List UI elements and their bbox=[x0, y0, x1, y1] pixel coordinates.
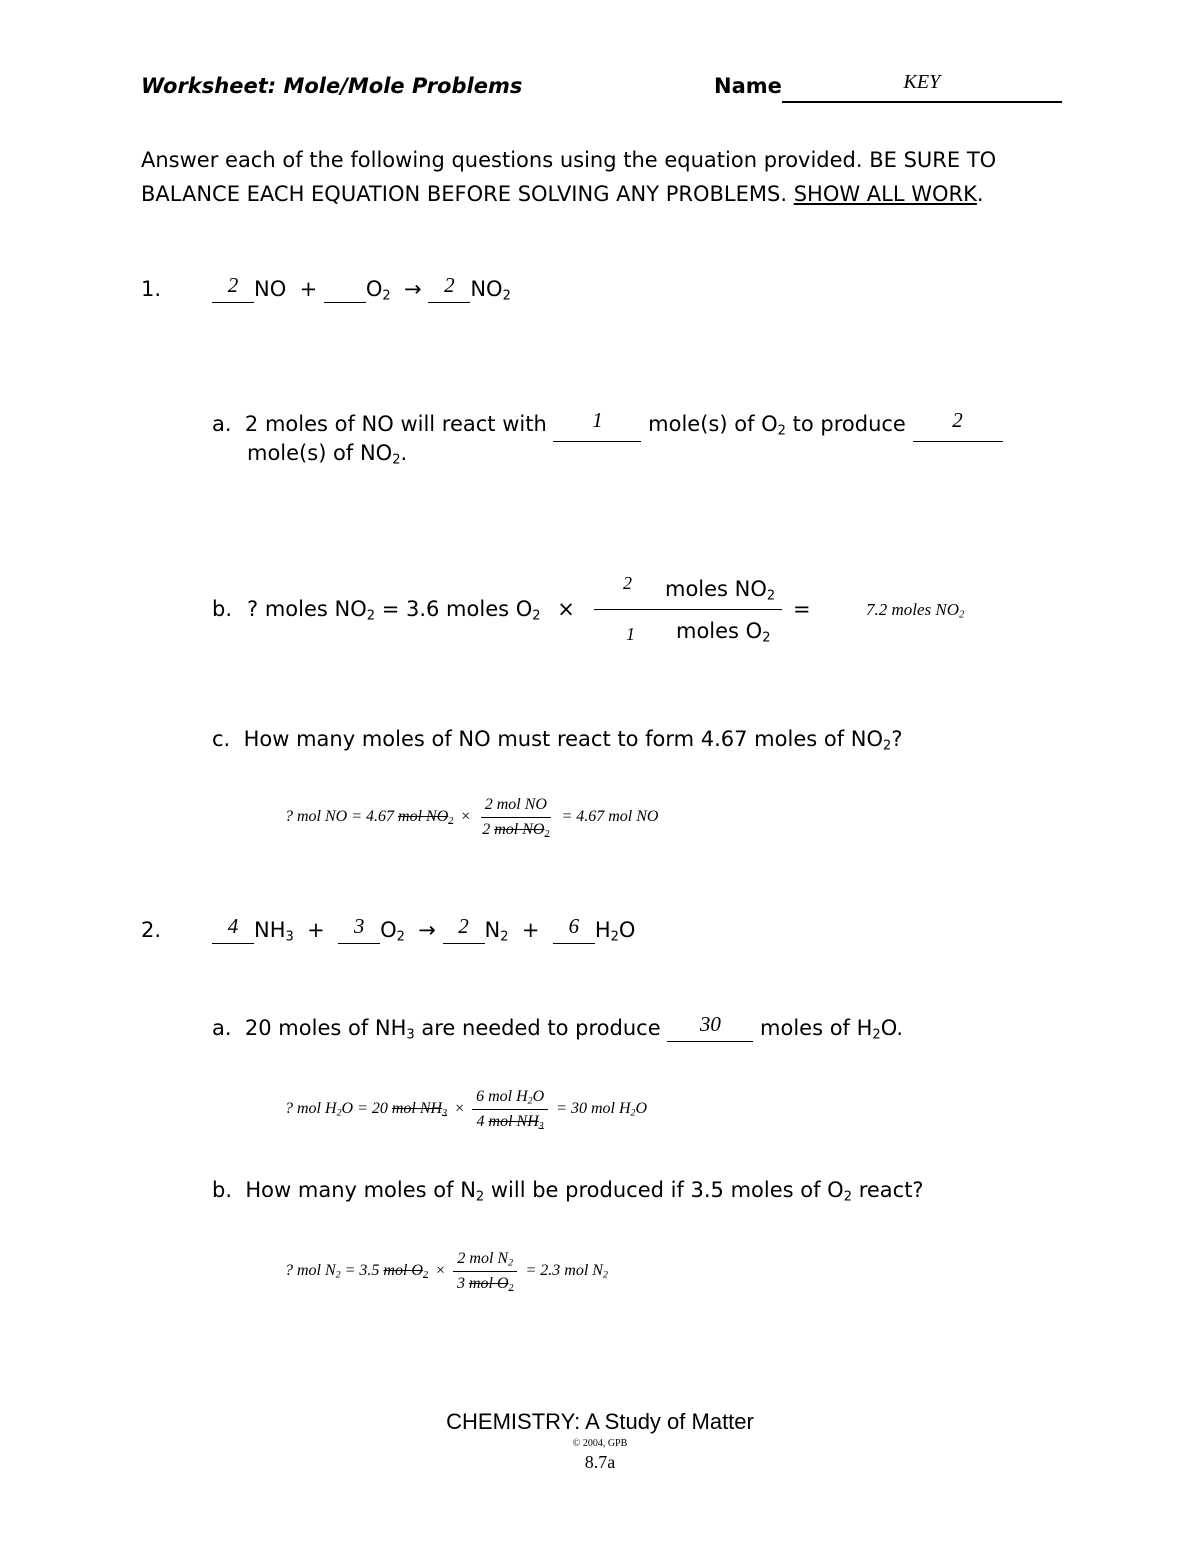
instructions-text: Answer each of the following questions using the equation provided. BE SURE TO BALANCE EACH EQUATION BEFORE SOLVING ANY PROBLEMS. bbox=[141, 148, 997, 206]
problem1b-label: b. bbox=[212, 597, 233, 621]
blank-coef-o2-2: 3 bbox=[338, 918, 380, 944]
footer-copyright: © 2004, GPB bbox=[572, 1438, 628, 1449]
footer-book: CHEMISTRY: A Study of Matter bbox=[446, 1409, 754, 1434]
problem1a-line2: mole(s) of $NO_2$. bbox=[247, 441, 408, 468]
problem2a-work: ? mol $H_2O = 20$ mol $NH_3$ × $\frac{6 mol H_2O}{4 mol NH_3}$ = 30 mol $H_2O$ bbox=[285, 1088, 648, 1132]
blank-coef-o2 bbox=[324, 277, 366, 303]
blank-coef-h2o: 6 bbox=[553, 918, 595, 944]
problem1b-den-coef: 1 bbox=[626, 624, 635, 644]
blank-coef-n2: 2 bbox=[443, 918, 485, 944]
problem2b-question: b. How many moles of $N_2$ will be produced if 3.5 moles of $O_2$ react? bbox=[212, 1178, 924, 1205]
problem1c-question: c. How many moles of NO must react to form 4.67 moles of $NO_2$? bbox=[212, 727, 903, 754]
problem2-equation: 4 $NH_3 + 3$ $O_2 \to 2$ $N_2 + 6$ $H_2O$ bbox=[212, 918, 635, 944]
problem1b-equals: = bbox=[793, 597, 811, 621]
name-label: Name bbox=[714, 74, 782, 98]
problem1b-fraction-line bbox=[594, 609, 782, 610]
problem1b-lhs: ? moles $NO_2 = 3.6$ moles $O_2$ × bbox=[247, 597, 575, 624]
blank-coef-no: 2 bbox=[212, 277, 254, 303]
problem1c-work: ? mol NO = 4.67 mol $NO_2$ × $\frac{\text{2 mol NO}}{2 mol NO_2}$ = 4.67 mol NO bbox=[285, 796, 659, 840]
problem1-equation: 2 NO + $O_2 \to 2$ $NO_2$ bbox=[212, 277, 511, 303]
cancelled-unit: mol $NO_2$ bbox=[398, 808, 454, 827]
blank-coef-no2: 2 bbox=[428, 277, 470, 303]
blank-coef-nh3: 4 bbox=[212, 918, 254, 944]
name-value: KEY bbox=[903, 71, 941, 93]
problem1b-num-text: moles $NO_2$ bbox=[665, 577, 776, 604]
problem1a-answer2: 2 bbox=[913, 407, 1003, 442]
problem1a-text3: to produce bbox=[792, 412, 906, 436]
problem1-number: 1. bbox=[141, 277, 162, 301]
worksheet-title: Worksheet: Mole/Mole Problems bbox=[141, 74, 523, 98]
problem1a: a. 2 moles of NO will react with 1 mole(s) of $O_2$ to produce 2 bbox=[212, 407, 1003, 442]
problem1b-num-coef: 2 bbox=[623, 573, 632, 593]
instructions bbox=[141, 143, 1041, 211]
name-line bbox=[782, 71, 1062, 103]
problem1c-fraction: $\frac{\text{2 mol NO}}{2 mol NO_2}$ bbox=[482, 796, 550, 840]
problem2b-work: ? mol $N_2 = 3.5$ mol $O_2$ × $\frac{2 mol N_2}{3 mol O_2}$ = 2.3 mol $N_2$ bbox=[285, 1250, 608, 1294]
problem1a-answer1: 1 bbox=[553, 407, 641, 442]
problem2a-answer: 30 bbox=[667, 1016, 753, 1042]
times-sign: × bbox=[557, 597, 575, 621]
name-field bbox=[714, 71, 1062, 101]
problem1a-text2: mole(s) of O bbox=[648, 412, 778, 436]
problem2a: a. 20 moles of $NH_3$ are needed to produce 30 moles of $H_2O$. bbox=[212, 1012, 904, 1043]
problem1a-text1: 2 moles of NO will react with bbox=[244, 412, 547, 436]
problem1b-answer: 7.2 moles $NO_2$ bbox=[866, 600, 965, 621]
problem2-number: 2. bbox=[141, 918, 162, 942]
instructions-end: . bbox=[976, 182, 984, 206]
problem1a-label: a. bbox=[212, 412, 232, 436]
problem2b-fraction: $\frac{2 mol N_2}{3 mol O_2}$ bbox=[453, 1249, 518, 1294]
footer-page-number: 8.7a bbox=[584, 1452, 616, 1472]
instructions-emphasis: SHOW ALL WORK bbox=[793, 182, 977, 206]
problem2a-fraction: $\frac{6 mol H_2O}{4 mol NH_3}$ bbox=[472, 1087, 548, 1132]
problem1b-den-text: moles $O_2$ bbox=[676, 619, 771, 646]
